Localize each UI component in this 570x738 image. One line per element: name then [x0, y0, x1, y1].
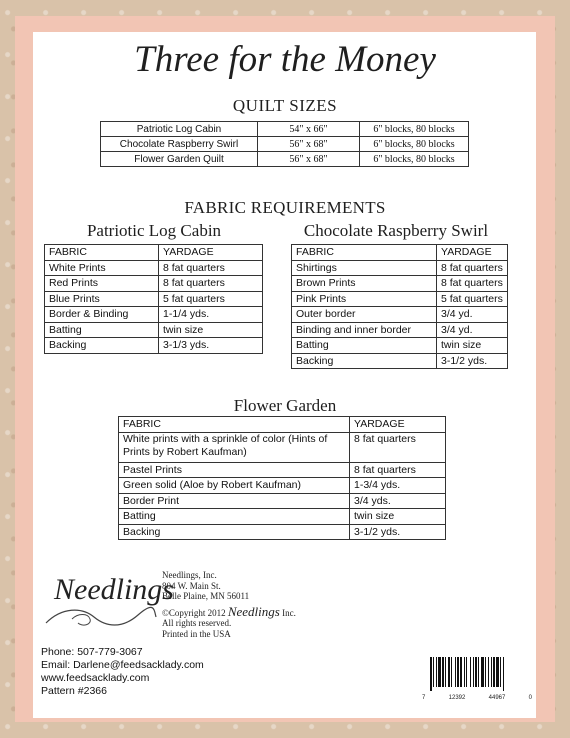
barcode [422, 657, 532, 701]
fabric-cell: Blue Prints [45, 291, 159, 307]
inc-text: Inc. [282, 607, 296, 618]
quilt-sizes-table [100, 121, 469, 167]
fabric-cell: Red Prints [45, 276, 159, 292]
fabric-cell: Shirtings [292, 260, 437, 276]
table-row [119, 524, 446, 540]
yardage-cell: 3/4 yd. [437, 322, 508, 338]
small-logo: Needlings [227, 603, 280, 619]
chocolate-title: Chocolate Raspberry Swirl [303, 221, 489, 240]
fabric-cell: Backing [292, 353, 437, 369]
size-cell-blocks: 6" blocks, 80 blocks [360, 137, 469, 152]
column-header: FABRIC [45, 245, 159, 261]
table-header-row [45, 245, 263, 261]
barcode-digits [422, 695, 532, 701]
yardage-cell: 5 fat quarters [159, 291, 263, 307]
column-header: YARDAGE [159, 245, 263, 261]
column-header: YARDAGE [350, 417, 446, 433]
chocolate-table [291, 244, 508, 369]
barcode-bar [455, 657, 456, 687]
size-cell-blocks: 6" blocks, 80 blocks [360, 152, 469, 167]
size-cell-dims: 56" x 68" [258, 152, 360, 167]
printed-text: Printed in the USA [162, 628, 231, 639]
barcode-bar [478, 657, 479, 687]
needlings-logo [42, 573, 174, 631]
barcode-bar [491, 657, 492, 687]
yardage-cell: 8 fat quarters [350, 462, 446, 478]
fabric-cell: Backing [119, 524, 350, 540]
table-row [292, 307, 508, 323]
yardage-cell: 3-1/2 yds. [350, 524, 446, 540]
fabric-cell: White prints with a sprinkle of color (Hints of Prints by Robert Kaufman) [119, 432, 350, 462]
yardage-cell: 1-1/4 yds. [159, 307, 263, 323]
fabric-cell: Border & Binding [45, 307, 159, 323]
patriotic-title: Patriotic Log Cabin [86, 221, 222, 240]
fabric-cell: Batting [119, 509, 350, 525]
table-row [292, 291, 508, 307]
table-row [45, 322, 263, 338]
table-row [45, 291, 263, 307]
size-cell-name: Patriotic Log Cabin [101, 122, 258, 137]
table-header-row [119, 417, 446, 433]
barcode-bar [460, 657, 462, 687]
fabric-cell: Border Print [119, 493, 350, 509]
barcode-digit-group: 7 [422, 695, 426, 701]
company-address [162, 570, 296, 639]
yardage-cell: 8 fat quarters [437, 260, 508, 276]
yardage-cell: twin size [437, 338, 508, 354]
yardage-cell: 3/4 yds. [350, 493, 446, 509]
barcode-bar [438, 657, 441, 687]
fabric-cell: White Prints [45, 260, 159, 276]
barcode-digit-group: 12392 [448, 695, 466, 701]
table-row [119, 432, 446, 462]
barcode-bar [442, 657, 444, 687]
table-row [292, 322, 508, 338]
page-title: Three for the Money [134, 39, 436, 80]
table-row [45, 260, 263, 276]
table-row [292, 276, 508, 292]
table-header-row [292, 245, 508, 261]
barcode-bar [500, 657, 501, 687]
address-line: Belle Plaine, MN 56011 [162, 591, 250, 601]
table-row [292, 353, 508, 369]
fabric-cell: Pink Prints [292, 291, 437, 307]
table-row [119, 478, 446, 494]
size-cell-blocks: 6" blocks, 80 blocks [360, 122, 469, 137]
barcode-bar [448, 657, 450, 687]
pattern-number: Pattern #2366 [41, 685, 107, 697]
fabric-cell: Batting [45, 322, 159, 338]
barcode-bar [457, 657, 459, 687]
website-link[interactable]: www.feedsacklady.com [41, 672, 150, 684]
yardage-cell: 3/4 yd. [437, 307, 508, 323]
yardage-cell: twin size [350, 509, 446, 525]
barcode-bar [445, 657, 446, 687]
barcode-bar [466, 657, 467, 687]
barcode-bars-icon [422, 657, 532, 693]
barcode-bar [496, 657, 499, 687]
yardage-cell: 8 fat quarters [437, 276, 508, 292]
fabric-cell: Brown Prints [292, 276, 437, 292]
table-row [101, 122, 469, 137]
flower-garden-title: Flower Garden [233, 396, 337, 415]
table-row [101, 137, 469, 152]
flower-garden-table [118, 416, 446, 540]
table-row [119, 462, 446, 478]
barcode-bar [430, 657, 432, 691]
barcode-bar [503, 657, 504, 691]
barcode-digit-group: 44967 [488, 695, 506, 701]
fabric-cell: Pastel Prints [119, 462, 350, 478]
column-header: FABRIC [292, 245, 437, 261]
size-cell-dims: 54" x 66" [258, 122, 360, 137]
email-text: Email: Darlene@feedsacklady.com [41, 659, 204, 671]
barcode-digit-group: 0 [528, 695, 532, 701]
logo-wordmark: Needlings [54, 573, 174, 606]
barcode-bar [475, 657, 477, 687]
address-line: Needlings, Inc. [162, 570, 217, 580]
barcode-bar [436, 657, 437, 687]
yardage-cell: 3-1/3 yds. [159, 338, 263, 354]
yardage-cell: 3-1/2 yds. [437, 353, 508, 369]
table-row [119, 509, 446, 525]
table-row [292, 260, 508, 276]
table-row [45, 307, 263, 323]
contact-info [41, 646, 204, 698]
swirl-ornament-icon [42, 603, 160, 631]
yardage-cell: 8 fat quarters [350, 432, 446, 462]
size-cell-name: Flower Garden Quilt [101, 152, 258, 167]
column-header: YARDAGE [437, 245, 508, 261]
patriotic-table [44, 244, 263, 354]
barcode-bar [470, 657, 471, 687]
quilt-sizes-heading: QUILT SIZES [232, 96, 338, 115]
size-cell-dims: 56" x 68" [258, 137, 360, 152]
fabric-requirements-heading: FABRIC REQUIREMENTS [184, 198, 386, 217]
fabric-cell: Backing [45, 338, 159, 354]
size-cell-name: Chocolate Raspberry Swirl [101, 137, 258, 152]
barcode-bar [481, 657, 484, 687]
barcode-bar [493, 657, 495, 687]
column-header: FABRIC [119, 417, 350, 433]
rights-text: All rights reserved. [162, 618, 232, 628]
table-row [101, 152, 469, 167]
yardage-cell: 5 fat quarters [437, 291, 508, 307]
barcode-bar [433, 657, 434, 687]
fabric-cell: Outer border [292, 307, 437, 323]
fabric-cell: Binding and inner border [292, 322, 437, 338]
table-row [45, 276, 263, 292]
yardage-cell: 8 fat quarters [159, 276, 263, 292]
barcode-bar [473, 657, 474, 687]
table-row [119, 493, 446, 509]
copyright-text: ©Copyright 2012 [162, 607, 226, 618]
yardage-cell: 1-3/4 yds. [350, 478, 446, 494]
table-row [45, 338, 263, 354]
yardage-cell: 8 fat quarters [159, 260, 263, 276]
yardage-cell: twin size [159, 322, 263, 338]
barcode-bar [488, 657, 489, 687]
table-row [292, 338, 508, 354]
address-line: 804 W. Main St. [162, 580, 221, 591]
fabric-cell: Green solid (Aloe by Robert Kaufman) [119, 478, 350, 494]
fabric-cell: Batting [292, 338, 437, 354]
barcode-bar [451, 657, 452, 687]
phone-text: Phone: 507-779-3067 [41, 646, 143, 658]
barcode-bar [485, 657, 486, 687]
barcode-bar [464, 657, 465, 687]
